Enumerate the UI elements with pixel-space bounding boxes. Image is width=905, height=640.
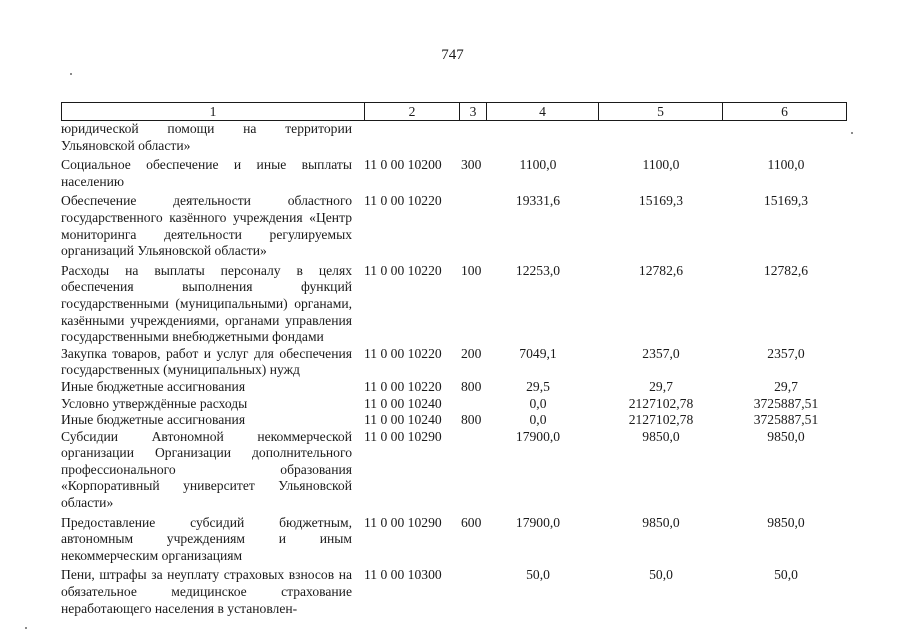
row-value-2: 2357,0	[642, 345, 680, 361]
row-name: Закупка товаров, работ и услуг для обеспечения государственных (муниципальных) нужд	[61, 345, 352, 378]
budget-table	[61, 102, 847, 617]
row-value-2: 15169,3	[638, 193, 684, 209]
row-vr: 800	[461, 378, 482, 394]
row-value-1: 29,5	[526, 378, 550, 394]
header-col-4: 4	[487, 103, 599, 120]
scan-speck	[25, 627, 27, 629]
row-name: Социальное обеспечение и иные выплаты населению	[61, 157, 352, 189]
row-value-3: 15169,3	[763, 193, 809, 209]
row-code: 11 0 00 10240	[364, 395, 442, 411]
table-row	[61, 396, 847, 413]
row-name: Иные бюджетные ассигнования	[61, 378, 246, 394]
table-row	[61, 121, 847, 154]
row-code: 11 0 00 10290	[364, 428, 442, 444]
row-value-1: 19331,6	[515, 193, 561, 209]
row-value-3: 1100,0	[767, 157, 805, 173]
row-code: 11 0 00 10290	[364, 514, 442, 530]
row-code: 11 0 00 10220	[364, 378, 442, 394]
table-row	[61, 412, 847, 429]
header-col-3: 3	[460, 103, 487, 120]
row-code: 11 0 00 10220	[364, 193, 442, 209]
row-value-1: 17900,0	[515, 428, 561, 444]
row-code: 11 0 00 10200	[364, 157, 442, 173]
row-value-3: 9850,0	[767, 428, 805, 444]
table-row	[61, 193, 847, 259]
row-name: Расходы на выплаты персоналу в целях обеспечения выполнения функций государственными (муниципальными) органами, казёнными учреждениями, органами управления государственными внебюджетными фондами	[61, 262, 352, 345]
row-value-1: 1100,0	[519, 157, 557, 173]
row-value-2: 29,7	[649, 378, 673, 394]
row-value-1: 12253,0	[515, 262, 561, 278]
table-row	[61, 346, 847, 379]
row-value-2: 50,0	[649, 567, 673, 583]
row-value-2: 9850,0	[642, 428, 680, 444]
row-value-2: 2127102,78	[628, 395, 694, 411]
row-value-2: 1100,0	[642, 157, 680, 173]
row-code: 11 0 00 10240	[364, 412, 442, 428]
row-value-2: 12782,6	[638, 262, 684, 278]
row-name: Условно утверждённые расходы	[61, 395, 248, 411]
table-row	[61, 379, 847, 396]
header-col-5: 5	[599, 103, 723, 120]
row-value-3: 50,0	[774, 567, 798, 583]
row-value-3: 3725887,51	[753, 395, 819, 411]
row-value-1: 0,0	[529, 395, 547, 411]
scan-speck	[851, 132, 853, 134]
page-number: 747	[441, 47, 464, 63]
row-value-3: 12782,6	[763, 262, 809, 278]
row-code: 11 0 00 10220	[364, 262, 442, 278]
table-row	[61, 567, 847, 617]
row-name: Пени, штрафы за неуплату страховых взносов на обязательное медицинское страхование неработающего населения в установлен-	[61, 567, 352, 616]
row-value-1: 17900,0	[515, 514, 561, 530]
row-code: 11 0 00 10300	[364, 567, 442, 583]
table-header-row	[61, 102, 847, 121]
row-value-3: 9850,0	[767, 514, 805, 530]
row-vr: 300	[461, 157, 482, 173]
row-name: Иные бюджетные ассигнования	[61, 412, 246, 428]
row-name: Субсидии Автономной некоммерческой организации Организации дополнительного профессионального образования «Корпоративный университет Ульяновской области»	[61, 428, 352, 511]
table-row	[61, 263, 847, 346]
row-value-1: 7049,1	[519, 345, 557, 361]
header-col-6: 6	[781, 104, 788, 119]
table-row	[61, 515, 847, 565]
row-value-2: 9850,0	[642, 514, 680, 530]
row-vr: 100	[461, 262, 482, 278]
table-row	[61, 429, 847, 512]
row-vr: 600	[461, 514, 482, 530]
header-col-2: 2	[365, 103, 460, 120]
row-value-1: 0,0	[529, 412, 547, 428]
row-value-2: 2127102,78	[628, 412, 694, 428]
row-vr: 800	[461, 412, 482, 428]
row-name: юридической помощи на территории Ульяновской области»	[61, 121, 352, 153]
row-value-3: 29,7	[774, 378, 798, 394]
row-name: Обеспечение деятельности областного государственного казённого учреждения «Центр мониторинга деятельности регулируемых организаций Ульяновской области»	[61, 193, 352, 259]
row-name: Предоставление субсидий бюджетным, автономным учреждениям и иным некоммерческим организациям	[61, 514, 352, 563]
row-vr: 200	[461, 345, 482, 361]
row-code: 11 0 00 10220	[364, 345, 442, 361]
table-row	[61, 157, 847, 190]
scan-speck	[70, 73, 72, 75]
row-value-3: 2357,0	[767, 345, 805, 361]
row-value-3: 3725887,51	[753, 412, 819, 428]
row-value-1: 50,0	[526, 567, 550, 583]
header-col-1: 1	[62, 103, 365, 120]
